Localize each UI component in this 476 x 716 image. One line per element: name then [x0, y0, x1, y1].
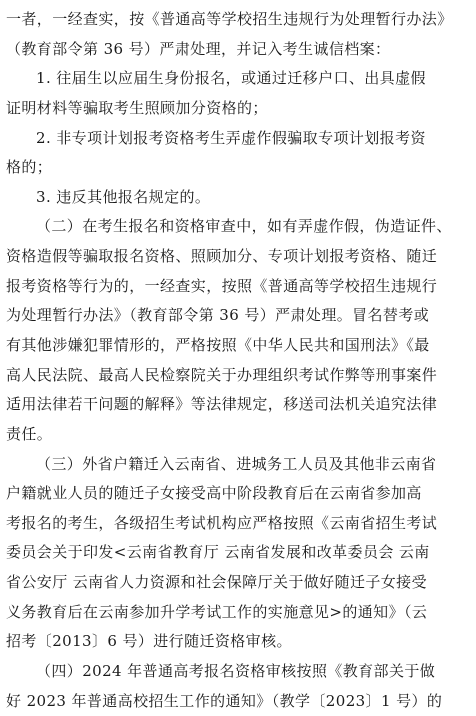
text-line: 格的；	[6, 158, 53, 176]
text-line: 有其他涉嫌犯罪情形的，严格按照《中华人民共和国刑法》《最	[6, 336, 430, 354]
text-line: 证明材料等骗取考生照顾加分资格的；	[6, 99, 268, 117]
list-item-3: 3. 违反其他报名规定的。	[36, 188, 211, 206]
text-line: 责任。	[6, 425, 53, 443]
text-line: 一者，一经查实，按《普通高等学校招生违规行为处理暂行办法》	[6, 10, 453, 28]
list-item-2: 2. 非专项计划报考资格考生弄虚作假骗取专项计划报考资	[36, 129, 426, 147]
paragraph-2-start: （二）在考生报名和资格审查中，如有弄虚作假，伪造证件、	[36, 217, 452, 235]
text-line: 考报名的考生，各级招生考试机构应严格按照《云南省招生考试	[6, 514, 438, 532]
paragraph-4-start: （四）2024 年普通高考报名资格审核按照《教育部关于做	[36, 662, 436, 680]
text-line: 招考〔2013〕6 号）进行随迁资格审核。	[6, 632, 292, 650]
text-line: 资格造假等骗取报名资格、照顾加分、专项计划报考资格、随迁	[6, 247, 438, 265]
text-line: 好 2023 年普通高校招生工作的通知》（教学〔2023〕1 号）的	[6, 692, 443, 710]
text-line: 义务教育后在云南参加升学考试工作的实施意见>的通知》（云	[6, 603, 428, 621]
text-line: 报考资格等行为的，一经查实，按照《普通高等学校招生违规行	[6, 277, 438, 295]
text-line: 适用法律若干问题的解释》等法律规定，移送司法机关追究法律	[6, 395, 438, 413]
text-line: 户籍就业人员的随迁子女接受高中阶段教育后在云南省参加高	[6, 484, 422, 502]
text-line: 委员会关于印发<云南省教育厅 云南省发展和改革委员会 云南	[6, 543, 430, 561]
list-item-1: 1. 往届生以应届生身份报名，或通过迁移户口、出具虚假	[36, 69, 426, 87]
paragraph-3-start: （三）外省户籍迁入云南省、进城务工人员及其他非云南省	[36, 455, 437, 473]
text-line: 高人民法院、最高人民检察院关于办理组织考试作弊等刑事案件	[6, 366, 438, 384]
text-line: 为处理暂行办法》（教育部令第 36 号）严肃处理。冒名替考或	[6, 306, 430, 324]
text-line: 省公安厅 云南省人力资源和社会保障厅关于做好随迁子女接受	[6, 573, 427, 591]
text-line: （教育部令第 36 号）严肃处理，并记入考生诚信档案：	[6, 40, 391, 58]
